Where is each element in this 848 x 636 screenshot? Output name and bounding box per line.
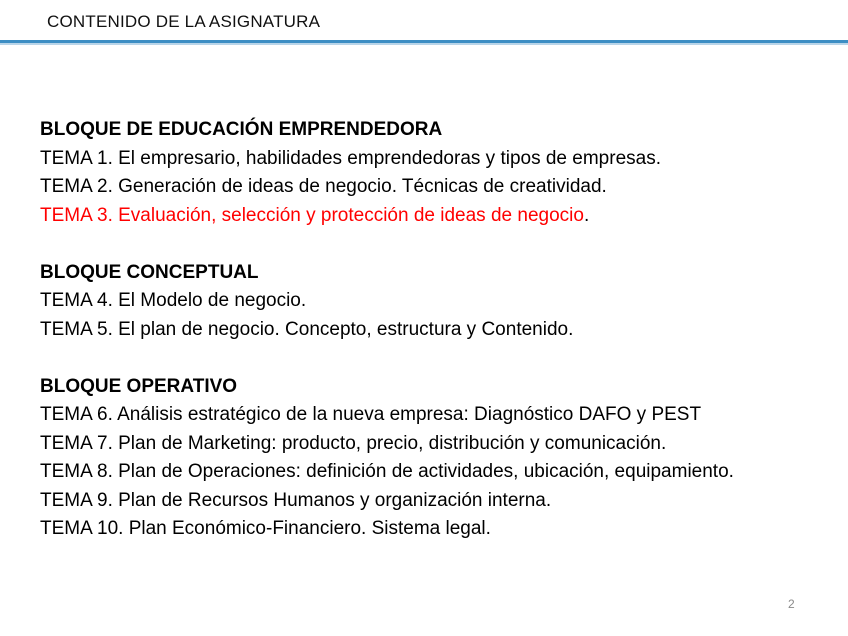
header-divider-shadow xyxy=(0,43,848,45)
tema-2: TEMA 2. Generación de ideas de negocio. Técnicas de creatividad. xyxy=(40,176,607,197)
page-number: 2 xyxy=(788,597,795,611)
tema-10: TEMA 10. Plan Económico-Financiero. Sistema legal. xyxy=(40,518,491,539)
tema-4: TEMA 4. El Modelo de negocio. xyxy=(40,290,307,311)
block-spacer xyxy=(40,230,840,259)
tema-6: TEMA 6. Análisis estratégico de la nueva empresa: Diagnóstico DAFO y PEST xyxy=(40,404,702,425)
course-content-list xyxy=(40,116,840,544)
tema-3-period: . xyxy=(583,204,590,226)
tema-1: TEMA 1. El empresario, habilidades emprendedoras y tipos de empresas. xyxy=(40,147,661,169)
tema-3-highlighted-text: TEMA 3. Evaluación, selección y protección de ideas de negocio xyxy=(40,204,584,226)
slide-title: CONTENIDO DE LA ASIGNATURA xyxy=(47,12,321,31)
block-title-operativo: BLOQUE OPERATIVO xyxy=(40,375,238,397)
tema-3 xyxy=(40,202,840,231)
block-spacer xyxy=(40,344,840,373)
tema-5: TEMA 5. El plan de negocio. Concepto, estructura y Contenido. xyxy=(40,318,574,340)
block-title-educacion-emprendedora: BLOQUE DE EDUCACIÓN EMPRENDEDORA xyxy=(40,119,443,140)
tema-9: TEMA 9. Plan de Recursos Humanos y organización interna. xyxy=(40,489,552,511)
block-title-conceptual: BLOQUE CONCEPTUAL xyxy=(40,261,259,283)
tema-8: TEMA 8. Plan de Operaciones: definición de actividades, ubicación, equipamiento. xyxy=(40,461,734,482)
tema-7: TEMA 7. Plan de Marketing: producto, precio, distribución y comunicación. xyxy=(40,432,667,454)
